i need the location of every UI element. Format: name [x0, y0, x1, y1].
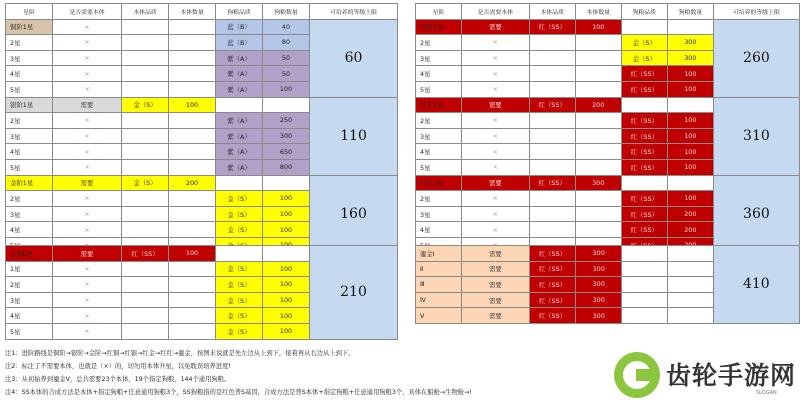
fodder-quality-cell: 蓝（B） [216, 19, 263, 35]
fodder-quality-cell: 金（S） [216, 191, 263, 207]
body-count-cell [575, 113, 621, 129]
table-header-row [416, 4, 800, 20]
body-quality-cell [122, 19, 169, 35]
body-count-cell: 300 [576, 292, 622, 308]
body-quality-cell [122, 159, 169, 175]
star-cell: 2星 [6, 35, 53, 51]
star-cell: 3星 [6, 50, 53, 66]
note-2: 注2：标注了不需要本体，也就是（×）的，切勿用本体升星，以免耽误培养进度! [5, 363, 231, 370]
body-quality-cell: 红（SS） [529, 246, 576, 262]
body-count-cell [169, 66, 216, 82]
table-red-bronze [5, 245, 398, 340]
fodder-quality-cell: 金（S） [216, 277, 263, 293]
fodder-count-cell: 100 [263, 323, 310, 339]
need-cell: × [53, 308, 122, 324]
body-quality-cell: 红（SS） [529, 175, 575, 191]
table-row [6, 97, 398, 113]
fodder-quality-cell: 金（S） [621, 50, 667, 66]
body-quality-cell: 红（SS） [529, 308, 576, 324]
body-quality-cell: 红（SS） [529, 277, 576, 293]
need-cell: × [53, 113, 122, 129]
fodder-quality-cell [622, 292, 668, 308]
fodder-count-cell: 100 [263, 81, 310, 97]
star-cell: 3星 [6, 292, 53, 308]
note-1: 注1：进阶路线是铜阶→银阶→金阶→红铜→红银→红金→红红→鎏金，按图来说就是先左边从上到下，接着再从右边从上到下。 [5, 350, 355, 357]
body-count-cell [575, 81, 621, 97]
fodder-quality-cell: 紫（A） [216, 66, 263, 82]
fodder-quality-cell [622, 308, 668, 324]
body-quality-cell [529, 66, 575, 82]
star-cell: 2星 [6, 113, 53, 129]
fodder-quality-cell [621, 97, 667, 113]
fodder-quality-cell: 红（SS） [621, 113, 667, 129]
star-cell: 2星 [6, 277, 53, 293]
column-header: 是否需要本体 [462, 4, 529, 20]
need-cell: × [462, 144, 529, 160]
fodder-quality-cell: 金（S） [621, 35, 667, 51]
star-cell: 2星 [416, 35, 462, 51]
column-header: 本体品质 [529, 4, 575, 20]
body-count-cell [169, 159, 216, 175]
fodder-count-cell: 100 [263, 191, 310, 207]
star-cell: 3星 [6, 206, 53, 222]
level-cap-cell: 310 [713, 97, 799, 175]
fodder-count-cell: 100 [667, 66, 713, 82]
body-quality-cell: 红（SS） [529, 97, 575, 113]
body-quality-cell [122, 128, 169, 144]
need-cell: × [462, 159, 529, 175]
need-cell: × [462, 50, 529, 66]
table-row [416, 175, 800, 191]
body-quality-cell: 金（S） [122, 175, 169, 191]
body-count-cell [169, 206, 216, 222]
body-quality-cell: 红（SS） [529, 261, 576, 277]
body-count-cell [575, 191, 621, 207]
fodder-quality-cell: 红（SS） [621, 66, 667, 82]
need-cell: × [53, 292, 122, 308]
fodder-count-cell: 100 [263, 206, 310, 222]
need-cell: 需要 [462, 97, 529, 113]
fodder-quality-cell: 红（SS） [621, 159, 667, 175]
fodder-quality-cell: 金（S） [216, 222, 263, 238]
fodder-quality-cell [216, 97, 263, 113]
fodder-count-cell: 50 [263, 66, 310, 82]
body-quality-cell [122, 35, 169, 51]
body-count-cell: 200 [169, 175, 216, 191]
fodder-count-cell: 100 [667, 159, 713, 175]
fodder-count-cell: 300 [667, 50, 713, 66]
need-cell: 需要 [53, 175, 122, 191]
body-count-cell: 300 [576, 277, 622, 293]
need-cell: × [462, 113, 529, 129]
fodder-quality-cell: 红（SS） [621, 81, 667, 97]
body-quality-cell: 红（SS） [529, 292, 576, 308]
star-cell: 2星 [416, 113, 462, 129]
body-count-cell [575, 66, 621, 82]
star-cell: 红金1星 [416, 97, 462, 113]
star-cell: Ⅳ [416, 292, 462, 308]
body-count-cell: 100 [169, 97, 216, 113]
body-quality-cell: 金（S） [122, 97, 169, 113]
star-cell: 5星 [416, 81, 462, 97]
body-count-cell [169, 323, 216, 339]
body-quality-cell [122, 66, 169, 82]
star-cell: 4星 [6, 222, 53, 238]
fodder-quality-cell: 紫（A） [216, 159, 263, 175]
table-red-tiers [415, 3, 800, 254]
star-cell: 5星 [6, 159, 53, 175]
fodder-count-cell: 800 [263, 159, 310, 175]
need-cell: × [462, 206, 529, 222]
body-count-cell [169, 128, 216, 144]
star-cell: 5星 [6, 323, 53, 339]
level-cap-cell: 210 [310, 246, 398, 340]
star-cell: Ⅲ [416, 277, 462, 293]
fodder-quality-cell [622, 246, 668, 262]
fodder-count-cell: 250 [263, 113, 310, 129]
need-cell: × [53, 191, 122, 207]
column-header: 狗粮数量 [667, 4, 713, 20]
fodder-quality-cell: 红（SS） [621, 144, 667, 160]
table-row [6, 246, 398, 262]
table-row [416, 97, 800, 113]
fodder-count-cell: 200 [667, 222, 713, 238]
level-cap-cell: 360 [713, 175, 799, 253]
fodder-count-cell: 100 [667, 191, 713, 207]
fodder-quality-cell [621, 175, 667, 191]
table-row [416, 246, 800, 262]
table-header-row [6, 4, 398, 20]
table-gilded [415, 245, 800, 324]
fodder-quality-cell: 红（SS） [621, 222, 667, 238]
fodder-quality-cell: 紫（A） [216, 144, 263, 160]
need-cell: 需要 [462, 308, 529, 324]
column-header: 可培养的等级上限 [713, 4, 799, 20]
star-cell: 3星 [416, 128, 462, 144]
body-quality-cell [122, 191, 169, 207]
star-cell: 银阶1星 [6, 97, 53, 113]
body-count-cell [169, 113, 216, 129]
star-cell: 4星 [6, 66, 53, 82]
fodder-quality-cell: 红（SS） [621, 191, 667, 207]
fodder-count-cell: 40 [263, 19, 310, 35]
need-cell: × [53, 144, 122, 160]
star-cell: 3星 [416, 206, 462, 222]
body-count-cell: 100 [575, 19, 621, 35]
level-cap-cell: 160 [310, 175, 398, 253]
logo-brand: 齿轮手游网 [666, 361, 797, 390]
need-cell: × [53, 19, 122, 35]
body-quality-cell [122, 323, 169, 339]
notes [5, 347, 565, 399]
star-cell: 5星 [416, 159, 462, 175]
body-count-cell [575, 128, 621, 144]
star-cell: 4星 [416, 144, 462, 160]
need-cell: 需要 [462, 261, 529, 277]
body-quality-cell [529, 159, 575, 175]
body-quality-cell [122, 144, 169, 160]
need-cell: 需要 [462, 292, 529, 308]
fodder-count-cell [667, 308, 713, 324]
fodder-quality-cell: 红（SS） [621, 128, 667, 144]
site-logo [606, 350, 796, 402]
star-cell: 4星 [416, 222, 462, 238]
fodder-quality-cell [216, 175, 263, 191]
body-quality-cell [529, 206, 575, 222]
star-cell: 红银1星 [416, 19, 462, 35]
star-cell: Ⅴ [416, 308, 462, 324]
body-count-cell [575, 206, 621, 222]
body-quality-cell [122, 261, 169, 277]
fodder-count-cell: 100 [263, 308, 310, 324]
note-4: 注4：SS本体的合成方法是本体+指定狗粮+任意通用狗粮3个，SS狗粮指的是红色普S基因，合成方法是普S本体+指定狗粮+任意通用狗粮3个，具体在船舱→生物舱→! [5, 389, 472, 396]
fodder-count-cell [667, 261, 713, 277]
need-cell: × [53, 261, 122, 277]
fodder-quality-cell: 金（S） [216, 206, 263, 222]
body-count-cell [169, 261, 216, 277]
body-count-cell [169, 19, 216, 35]
fodder-count-cell: 100 [263, 292, 310, 308]
fodder-quality-cell: 金（S） [216, 323, 263, 339]
body-quality-cell [529, 113, 575, 129]
fodder-quality-cell: 紫（A） [216, 113, 263, 129]
body-quality-cell [122, 292, 169, 308]
need-cell: 需要 [462, 277, 529, 293]
table-row [6, 19, 398, 35]
need-cell: 需要 [462, 246, 529, 262]
body-quality-cell [529, 144, 575, 160]
column-header: 本体数量 [169, 4, 216, 20]
star-cell: 铜阶1星 [6, 19, 53, 35]
fodder-count-cell: 80 [263, 35, 310, 51]
star-cell: 金阶1星 [6, 175, 53, 191]
fodder-quality-cell: 金（S） [216, 261, 263, 277]
body-count-cell [169, 292, 216, 308]
star-cell: 1星 [6, 261, 53, 277]
column-header: 是否需要本体 [53, 4, 122, 20]
body-quality-cell [122, 81, 169, 97]
body-quality-cell [529, 81, 575, 97]
fodder-count-cell: 300 [263, 128, 310, 144]
star-cell: 3星 [6, 128, 53, 144]
tier-table [5, 245, 398, 340]
need-cell: × [462, 191, 529, 207]
need-cell: × [462, 35, 529, 51]
star-cell: 4星 [6, 308, 53, 324]
level-cap-cell: 110 [310, 97, 398, 175]
column-header: 狗粮品质 [621, 4, 667, 20]
body-quality-cell [529, 35, 575, 51]
fodder-count-cell: 100 [667, 81, 713, 97]
body-count-cell: 300 [576, 308, 622, 324]
body-quality-cell [122, 222, 169, 238]
level-cap-cell: 260 [713, 19, 799, 97]
need-cell: × [53, 277, 122, 293]
body-quality-cell: 红（SS） [122, 246, 169, 262]
fodder-count-cell [263, 97, 310, 113]
body-quality-cell [122, 277, 169, 293]
column-header: 本体数量 [575, 4, 621, 20]
fodder-count-cell: 300 [667, 35, 713, 51]
star-cell: 2星 [416, 191, 462, 207]
column-header: 星阶 [416, 4, 462, 20]
logo-slogan: SLOGAN [756, 390, 777, 396]
need-cell: × [53, 323, 122, 339]
fodder-quality-cell: 红（SS） [621, 206, 667, 222]
fodder-count-cell [667, 246, 713, 262]
fodder-quality-cell: 金（S） [216, 308, 263, 324]
body-quality-cell [122, 113, 169, 129]
fodder-count-cell [667, 292, 713, 308]
body-count-cell [575, 159, 621, 175]
body-count-cell [575, 222, 621, 238]
table-row [6, 175, 398, 191]
body-quality-cell [529, 128, 575, 144]
fodder-count-cell: 100 [667, 144, 713, 160]
body-quality-cell [529, 50, 575, 66]
fodder-quality-cell [622, 277, 668, 293]
star-cell: 鎏金Ⅰ [416, 246, 462, 262]
tier-table [5, 3, 398, 254]
need-cell: × [462, 66, 529, 82]
fodder-count-cell: 100 [263, 277, 310, 293]
body-quality-cell [122, 206, 169, 222]
body-count-cell [575, 50, 621, 66]
body-count-cell [169, 144, 216, 160]
fodder-quality-cell: 金（S） [216, 292, 263, 308]
need-cell: × [53, 159, 122, 175]
column-header: 星阶 [6, 4, 53, 20]
fodder-quality-cell [216, 246, 263, 262]
column-header: 可培养的等级上限 [310, 4, 398, 20]
need-cell: × [53, 206, 122, 222]
need-cell: 需要 [462, 175, 529, 191]
fodder-count-cell [263, 175, 310, 191]
body-count-cell [575, 35, 621, 51]
fodder-count-cell: 200 [667, 206, 713, 222]
body-count-cell [169, 50, 216, 66]
need-cell: × [462, 81, 529, 97]
need-cell: × [53, 66, 122, 82]
body-count-cell [575, 144, 621, 160]
body-count-cell [169, 191, 216, 207]
body-quality-cell: 红（SS） [529, 19, 575, 35]
need-cell: 需要 [53, 246, 122, 262]
body-quality-cell [529, 222, 575, 238]
fodder-quality-cell [621, 19, 667, 35]
fodder-quality-cell: 紫（A） [216, 50, 263, 66]
fodder-quality-cell: 紫（A） [216, 128, 263, 144]
need-cell: × [53, 50, 122, 66]
column-header: 狗粮数量 [263, 4, 310, 20]
need-cell: × [53, 222, 122, 238]
column-header: 本体品质 [122, 4, 169, 20]
star-cell: 4星 [416, 66, 462, 82]
body-quality-cell [122, 50, 169, 66]
need-cell: × [53, 128, 122, 144]
need-cell: 需要 [53, 97, 122, 113]
fodder-count-cell [667, 175, 713, 191]
fodder-count-cell [667, 277, 713, 293]
fodder-quality-cell: 紫（A） [216, 81, 263, 97]
fodder-count-cell: 650 [263, 144, 310, 160]
body-count-cell [169, 35, 216, 51]
tier-table [415, 245, 800, 324]
body-quality-cell [122, 308, 169, 324]
body-count-cell: 300 [576, 246, 622, 262]
body-count-cell: 300 [575, 175, 621, 191]
fodder-quality-cell [622, 261, 668, 277]
body-count-cell: 100 [169, 246, 216, 262]
need-cell: × [462, 128, 529, 144]
tier-table [415, 3, 800, 254]
fodder-count-cell: 100 [263, 261, 310, 277]
fodder-quality-cell: 蓝（B） [216, 35, 263, 51]
star-cell: 红红1星 [416, 175, 462, 191]
need-cell: × [53, 35, 122, 51]
fodder-count-cell: 50 [263, 50, 310, 66]
fodder-count-cell: 100 [263, 222, 310, 238]
star-cell: 红铜0星 [6, 246, 53, 262]
body-count-cell [169, 277, 216, 293]
table-row [416, 19, 800, 35]
star-cell: Ⅱ [416, 261, 462, 277]
body-quality-cell [529, 191, 575, 207]
star-cell: 2星 [6, 191, 53, 207]
fodder-count-cell [263, 246, 310, 262]
fodder-count-cell [667, 19, 713, 35]
body-count-cell: 200 [575, 97, 621, 113]
body-count-cell: 300 [576, 261, 622, 277]
star-cell: 3星 [416, 50, 462, 66]
star-cell: 4星 [6, 144, 53, 160]
body-count-cell [169, 222, 216, 238]
need-cell: × [53, 81, 122, 97]
fodder-count-cell: 100 [667, 128, 713, 144]
note-3: 注3：从初始养到鎏金V，总共需要23个本体，19个指定狗粮，144个通用狗粮。 [5, 376, 231, 383]
table-bronze-silver-gold [5, 3, 398, 254]
need-cell: 需要 [462, 19, 529, 35]
fodder-count-cell [667, 97, 713, 113]
body-count-cell [169, 81, 216, 97]
body-count-cell [169, 308, 216, 324]
star-cell: 5星 [6, 81, 53, 97]
level-cap-cell: 60 [310, 19, 398, 97]
column-header: 狗粮品质 [216, 4, 263, 20]
level-cap-cell: 410 [713, 246, 799, 324]
fodder-count-cell: 100 [667, 113, 713, 129]
need-cell: × [462, 222, 529, 238]
